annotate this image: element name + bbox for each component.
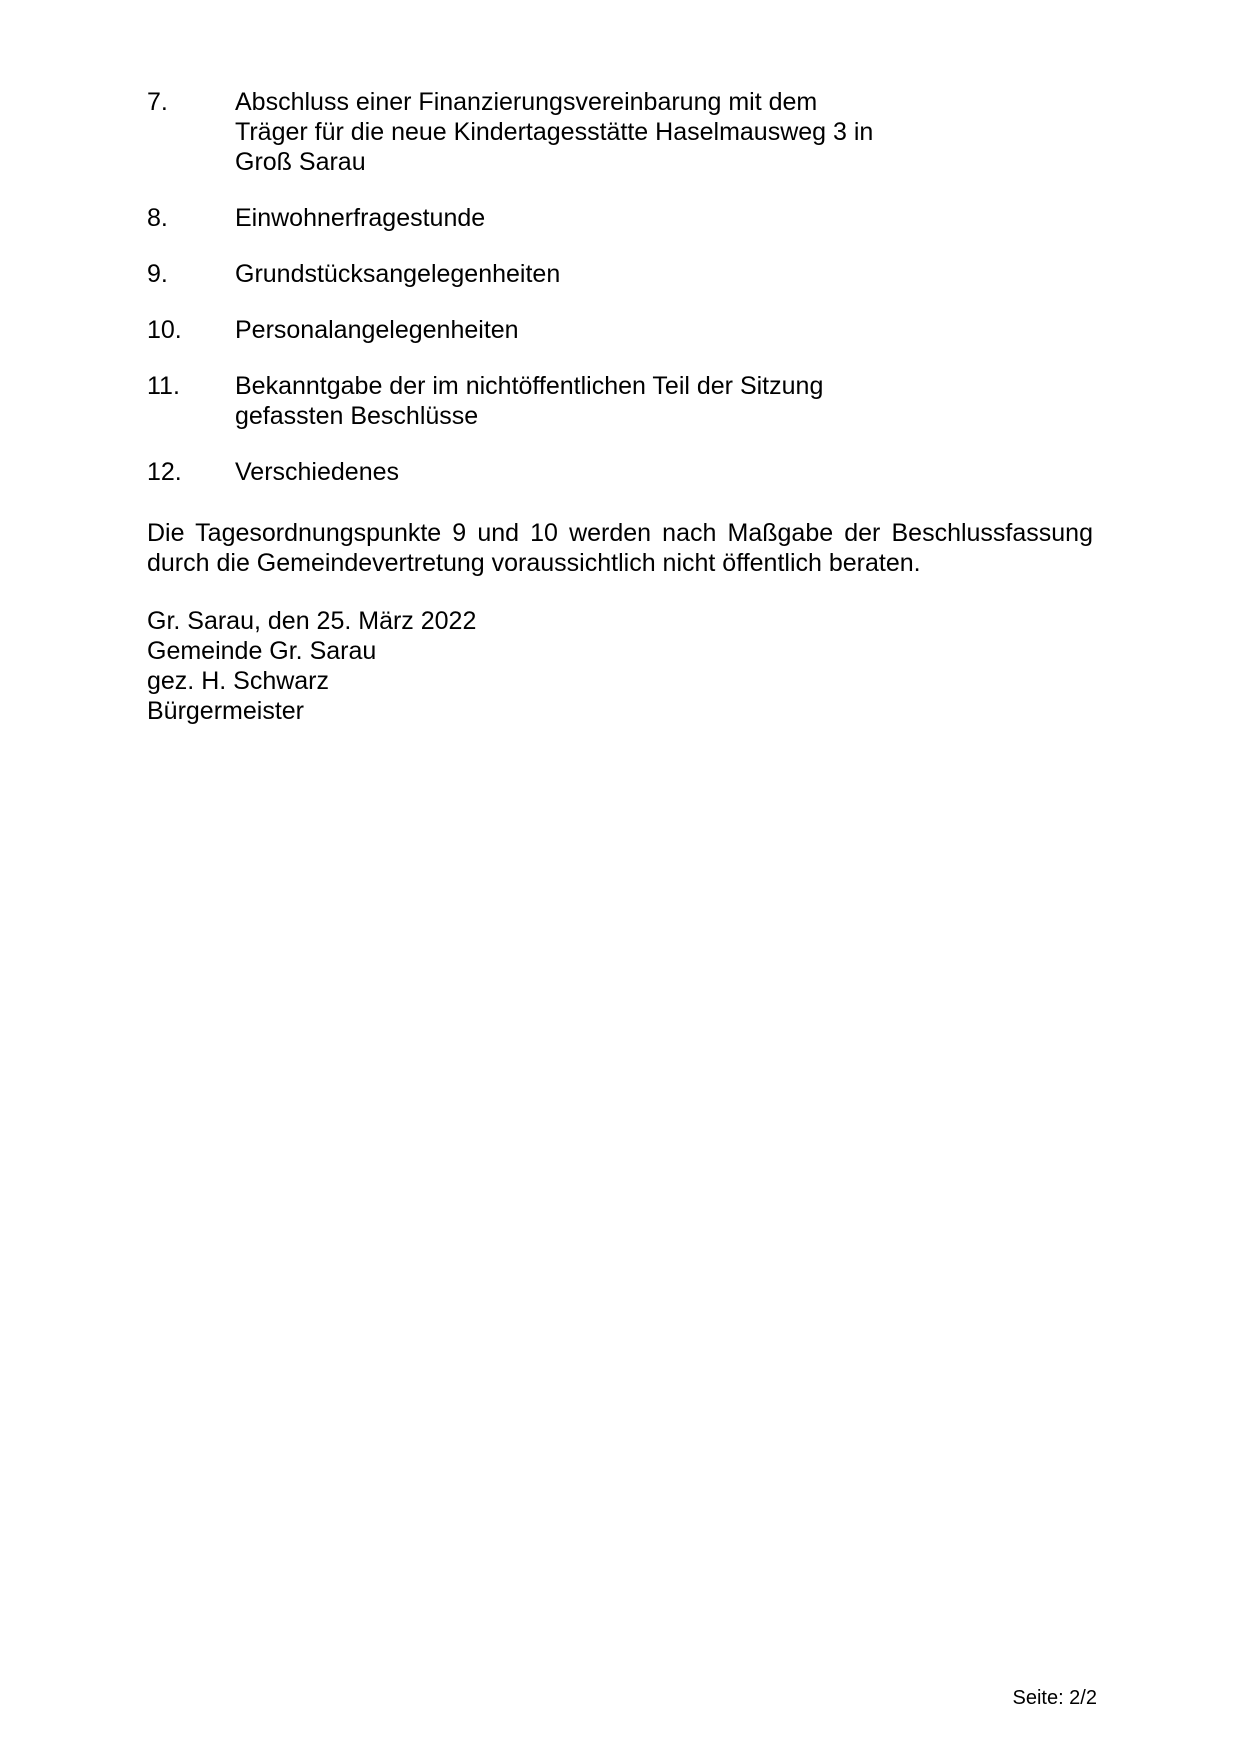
agenda-list: [147, 87, 1093, 487]
signature-municipality: Gemeinde Gr. Sarau: [147, 637, 377, 665]
agenda-item-text: [235, 203, 1093, 233]
agenda-item-line: Groß Sarau: [235, 148, 366, 176]
agenda-item: [147, 315, 1093, 345]
signature-place-date: Gr. Sarau, den 25. März 2022: [147, 607, 477, 635]
agenda-item-line: Grundstücksangelegenheiten: [235, 260, 561, 288]
agenda-item-text: [235, 87, 1093, 177]
page-number-footer: Seite: 2/2: [1012, 1687, 1097, 1709]
agenda-item-number: 8.: [147, 204, 168, 232]
agenda-item-number: 9.: [147, 260, 168, 288]
agenda-item-line: Träger für die neue Kindertagesstätte Haselmausweg 3 in: [235, 118, 874, 146]
signature-signed-name: gez. H. Schwarz: [147, 667, 330, 695]
agenda-item-text: [235, 457, 1093, 487]
agenda-item: [147, 259, 1093, 289]
agenda-item-line: gefassten Beschlüsse: [235, 402, 479, 430]
agenda-item: [147, 457, 1093, 487]
agenda-item-line: Abschluss einer Finanzierungsvereinbarung mit dem: [235, 88, 818, 116]
agenda-item-line: Einwohnerfragestunde: [235, 204, 486, 232]
note-line-2: durch die Gemeindevertretung voraussichtlich nicht öffentlich beraten.: [147, 549, 921, 577]
note-paragraph: [147, 518, 1093, 578]
agenda-item-line: Bekanntgabe der im nichtöffentlichen Teil der Sitzung: [235, 372, 824, 400]
signature-title: Bürgermeister: [147, 697, 304, 725]
agenda-item-number: 10.: [147, 316, 182, 344]
agenda-item-text: [235, 315, 1093, 345]
agenda-item-line: Verschiedenes: [235, 458, 400, 486]
agenda-item-number: 7.: [147, 88, 168, 116]
signature-block: [147, 606, 1093, 726]
agenda-item: [147, 371, 1093, 431]
agenda-item: [147, 203, 1093, 233]
agenda-item-text: [235, 259, 1093, 289]
agenda-item-text: [235, 371, 1093, 431]
agenda-item-line: Personalangelegenheiten: [235, 316, 519, 344]
note-line-1: Die Tagesordnungspunkte 9 und 10 werden nach Maßgabe der Beschlussfassung: [147, 519, 1093, 547]
agenda-item-number: 12.: [147, 458, 182, 486]
agenda-item-number: 11.: [147, 372, 180, 400]
agenda-item: [147, 87, 1093, 177]
